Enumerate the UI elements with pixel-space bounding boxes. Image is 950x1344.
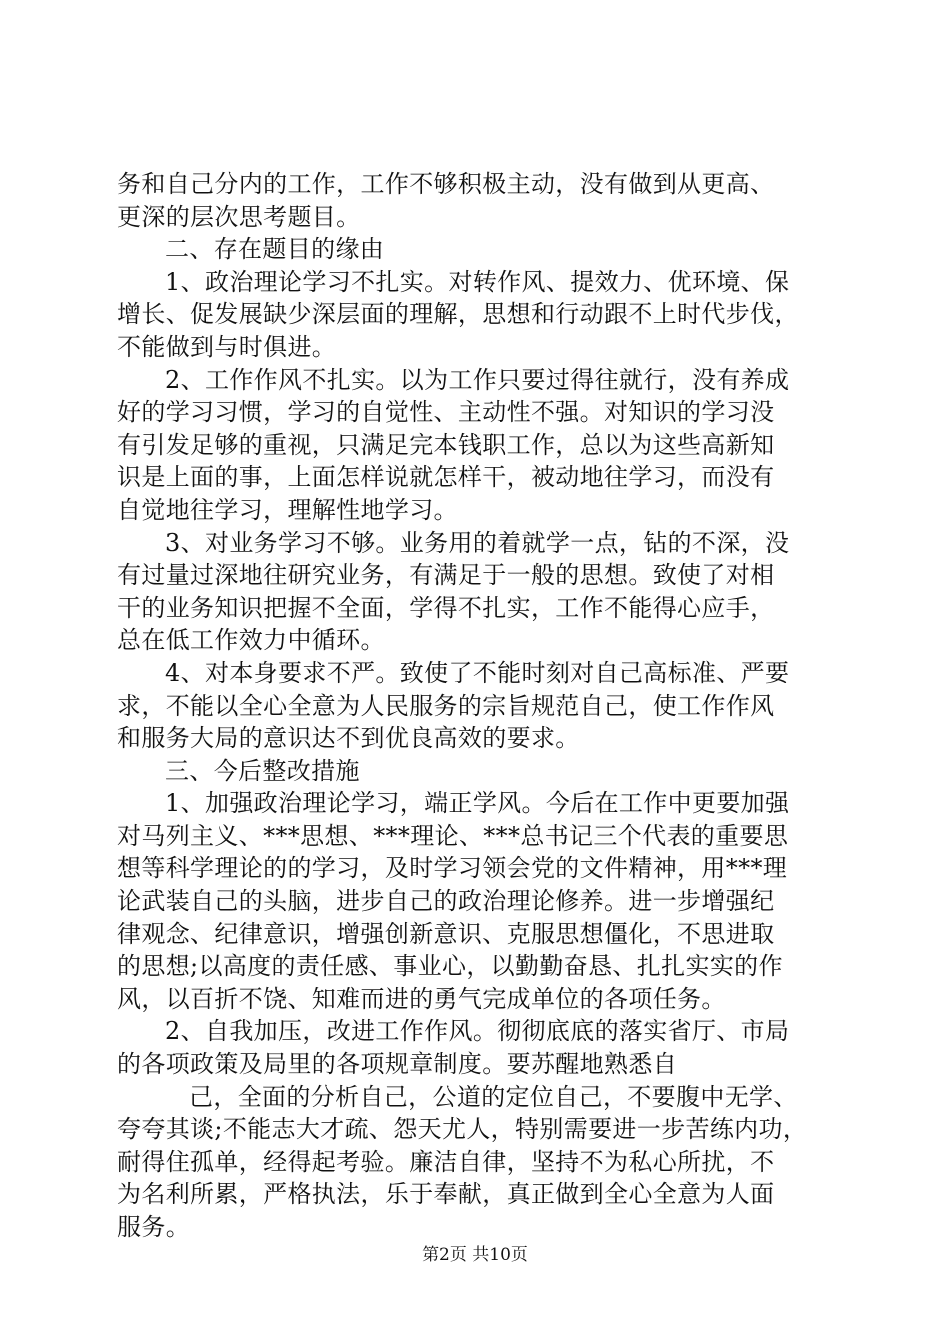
text-line: 1、政治理论学习不扎实。对转作风、提效力、优环境、保 [165,267,790,296]
text-line: 增长、促发展缺少深层面的理解，思想和行动跟不上时代步伐， [117,300,799,329]
text-line: 有过量过深地往研究业务，有满足于一般的思想。致使了对相 [117,561,775,590]
text-line: 务和自己分内的工作，工作不够积极主动，没有做到从更高、 [117,170,775,198]
text-line: 2、工作作风不扎实。以为工作只要过得往就行，没有养成 [165,365,790,394]
text-line: 识是上面的事，上面怎样说就怎样干，被动地往学习，而没有 [117,463,775,492]
text-line: 为名利所累，严格执法，乐于奉献，真正做到全心全意为人面 [117,1180,775,1209]
text-line: 对马列主义、***思想、***理论、***总书记三个代表的重要思 [117,821,789,850]
text-line: 不能做到与时俱进。 [117,332,337,361]
text-line: 想等科学理论的的学习，及时学习领会党的文件精神，用***理 [117,854,788,883]
text-line: 夸夸其谈;不能志大才疏、怨天尤人，特别需要进一步苦练内功， [117,1115,808,1144]
text-line: 服务。 [117,1213,191,1241]
text-line: 自觉地往学习，理解性地学习。 [117,495,458,524]
text-line: 1、加强政治理论学习，端正学风。今后在工作中更要加强 [165,789,790,818]
text-line: 律观念、纪律意识，增强创新意识、克服思想僵化，不思进取 [117,919,775,948]
section-heading: 三、今后整改措施 [165,756,360,785]
page-number-footer: 第2页 共10页 [422,1245,528,1265]
text-line: 好的学习习惯，学习的自觉性、主动性不强。对知识的学习没 [117,398,775,427]
text-line: 2、自我加压，改进工作作风。彻彻底底的落实省厅、市局 [165,1017,790,1046]
text-line: 的各项政策及局里的各项规章制度。要苏醒地熟悉自 [117,1050,678,1079]
document-body [117,168,837,1244]
text-line: 耐得住孤单，经得起考验。廉洁自律，坚持不为私心所扰，不 [117,1147,775,1176]
text-line: 风，以百折不饶、知难而进的勇气完成单位的各项任务。 [117,984,726,1013]
text-line: 更深的层次思考题目。 [117,202,361,231]
text-line: 己，全面的分析自己，公道的定位自己，不要腹中无学、 [189,1082,798,1111]
section-heading: 二、存在题目的缘由 [165,235,385,264]
text-line: 的思想;以高度的责任感、事业心，以勤勤奋恳、扎扎实实的作 [117,952,783,981]
text-line: 干的业务知识把握不全面，学得不扎实，工作不能得心应手， [117,593,775,622]
text-line: 4、对本身要求不严。致使了不能时刻对自己高标准、严要 [165,658,790,687]
text-line: 论武装自己的头脑，进步自己的政治理论修养。进一步增强纪 [117,887,775,916]
text-line: 求，不能以全心全意为人民服务的宗旨规范自己，使工作作风 [117,691,775,720]
text-line: 和服务大局的意识达不到优良高效的要求。 [117,724,580,753]
text-line: 有引发足够的重视，只满足完本钱职工作，总以为这些高新知 [117,430,775,459]
text-line: 3、对业务学习不够。业务用的着就学一点，钻的不深，没 [165,528,790,557]
text-line: 总在低工作效力中循环。 [117,626,385,655]
